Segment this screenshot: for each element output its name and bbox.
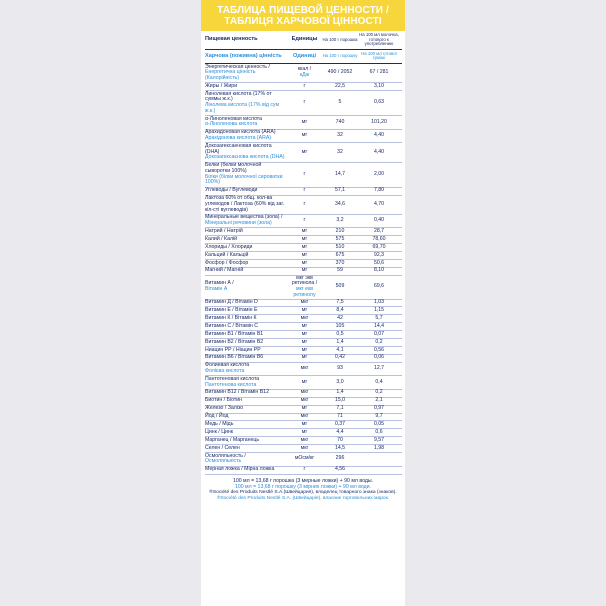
row-unit-ru: мг (301, 148, 308, 155)
row-name (205, 331, 287, 338)
row-per100ml: 0,56 (373, 346, 385, 353)
row-unit-ru: мг (301, 228, 308, 235)
row-name-ru: Жиры / Жири (205, 82, 238, 89)
row-unit (287, 261, 322, 267)
row-per100ml: 0,05 (373, 421, 385, 428)
label-header (201, 0, 405, 31)
row-unit (287, 414, 322, 420)
col-per100g-ru: На 100 г порошка (322, 36, 358, 42)
row-unit (287, 133, 322, 139)
row-name-ru: Хлориды / Хлориди (205, 243, 253, 250)
row-name-ua: Білки (білки молочної сироватки 100%) (205, 173, 283, 186)
footer-note-ua: ®Société des Produits Nestlé S.A. (Швейцарія), власник торговельних марок. (216, 495, 390, 501)
row-name (205, 252, 287, 259)
table-row (205, 323, 402, 331)
row-per100g: 296 (335, 455, 345, 462)
row-name (205, 323, 287, 330)
row-name-ru: Железо / Залізо (205, 405, 244, 412)
row-unit (287, 380, 322, 386)
row-unit-ru: г (303, 217, 306, 224)
row-unit-ru: г (303, 200, 306, 207)
row-per100ml: 4,70 (373, 200, 385, 207)
row-name-ua: Докозагексаєнова кислота (DHA) (205, 154, 285, 161)
row-per100g: 71 (337, 413, 343, 420)
row-name (205, 236, 287, 243)
row-name-ua: Фолієва кислота (205, 368, 245, 374)
row-name-ru: Арахидоновая кислота (ARA) (205, 129, 276, 136)
table-row (205, 252, 402, 260)
row-name (205, 429, 287, 436)
row-unit (287, 398, 322, 404)
row-name (205, 64, 287, 82)
col-unit-ru: Единицы (291, 36, 318, 43)
row-name-ru: Селен / Селен (205, 444, 240, 451)
row-per100g: 14,7 (334, 170, 346, 177)
row-name-ru: Ниацин PP / Ніацин PP (205, 346, 261, 353)
row-per100ml: 67 / 281 (369, 69, 389, 76)
row-per100g: 3,0 (336, 378, 344, 385)
row-unit-ru: мкг (300, 436, 309, 443)
row-unit-ru: г (303, 466, 306, 473)
row-per100ml: 0,97 (373, 405, 385, 412)
row-name (205, 347, 287, 354)
row-name-ru: Магний / Магній (205, 267, 244, 274)
row-name-ua: Енергетична цінність (Калорійність) (205, 69, 256, 81)
row-per100g: 4,4 (336, 428, 344, 435)
row-unit (287, 340, 322, 346)
row-per100ml: 78,60 (372, 235, 386, 242)
row-unit (287, 332, 322, 338)
table-row (205, 467, 402, 475)
row-per100ml: 5,7 (375, 314, 383, 321)
row-per100ml: 0,07 (373, 330, 385, 337)
col-name-ru: Пищевая ценность (205, 36, 258, 43)
row-unit-ru: г (303, 99, 306, 106)
row-per100g: 370 (335, 259, 345, 266)
row-name (205, 83, 287, 90)
row-unit (287, 218, 322, 224)
row-unit (287, 172, 322, 178)
row-unit-ru: г (303, 170, 306, 177)
row-unit-ru: мкг экв ретинола / (291, 274, 318, 287)
row-per100g: 509 (335, 283, 345, 290)
row-name-ru: Витамин А / (205, 280, 234, 287)
row-unit (287, 84, 322, 90)
row-unit-ru: мг (301, 338, 308, 345)
row-unit-ru: мкг (300, 397, 309, 404)
row-per100ml: 0,6 (375, 428, 383, 435)
row-per100ml: 2,1 (375, 397, 383, 404)
row-per100g: 70 (337, 436, 343, 443)
row-name-ru: Докозагексаеновая кислота (DHA) (205, 142, 272, 155)
row-name-ru: Витамин B12 / Вітамін B12 (205, 389, 269, 396)
row-per100ml: 1,15 (373, 307, 385, 314)
row-per100ml: 1,03 (373, 299, 385, 306)
row-name-ru: α-Линоленовая кислота (205, 115, 262, 122)
row-name (205, 467, 287, 474)
row-per100g: 0,42 (334, 354, 346, 361)
row-name-ru: Витамин К / Вітамін К (205, 314, 257, 321)
row-name-ru: Калий / Калій (205, 235, 238, 242)
row-unit (287, 202, 322, 208)
footer-line-ua: 100 мл = 13,68 г порошку (3 мірних ложки) + 90 мл води. (234, 483, 372, 490)
row-per100g: 59 (337, 267, 343, 274)
row-name-ua: α-Ліноленова кислота (205, 121, 258, 128)
table-row (205, 376, 402, 390)
row-unit-ru: мг (301, 378, 308, 385)
row-name (205, 398, 287, 405)
nutrition-label (201, 0, 405, 606)
row-name (205, 130, 287, 143)
row-name-ru: Витамин Д / Вітамін D (205, 299, 258, 306)
row-name (205, 244, 287, 251)
row-name-ru: Натрий / Натрій (205, 228, 243, 235)
row-per100ml: 0,4 (375, 378, 383, 385)
row-name (205, 414, 287, 421)
row-name (205, 421, 287, 428)
row-name-ru: Цинк / Цинк (205, 428, 234, 435)
row-unit-ru: мкг (300, 299, 309, 306)
row-unit (287, 422, 322, 428)
row-name-ru: Кальций / Кальцій (205, 251, 249, 258)
row-unit (287, 456, 322, 462)
row-per100ml: 12,7 (373, 365, 385, 372)
col-per100ml-ua: На 100 мл готової суміші (361, 50, 397, 61)
row-name-ru: Энергетическая ценность / (205, 63, 270, 70)
row-name (205, 339, 287, 346)
col-name-ua: Харчова (поживна) цінність (205, 52, 282, 59)
header-title-ru: ТАБЛИЦА ПИЩЕВОЙ ЦЕННОСТИ / (217, 5, 389, 16)
table-row (205, 64, 402, 83)
row-unit-ru: мг (301, 421, 308, 428)
row-name-ru: Углеводы / Вуглеводи (205, 187, 258, 194)
row-name (205, 390, 287, 397)
row-name (205, 91, 287, 115)
row-name (205, 196, 287, 214)
table-body (205, 64, 402, 475)
row-name-ru: Витамин B6 / Вітамін B6 (205, 354, 264, 361)
row-name (205, 445, 287, 452)
row-name-ru: Биотин / Біотин (205, 397, 243, 404)
row-per100g: 675 (335, 251, 345, 258)
row-per100g: 57,1 (334, 187, 346, 194)
col-per100ml-ru: На 100 мл молочка, готового к употреблению (359, 32, 399, 47)
footer-line-ru: 100 мл = 13,68 г порошка (3 мерные ложки) + 90 мл воды. (232, 477, 374, 484)
row-unit-ru: г (303, 82, 306, 89)
row-unit (287, 253, 322, 259)
table-row (205, 437, 402, 445)
row-unit (287, 348, 322, 354)
row-unit (287, 276, 322, 299)
row-per100g: 14,5 (334, 444, 346, 451)
row-name-ua: Пантотенова кислота (205, 381, 257, 388)
row-unit-ru: мг (301, 405, 308, 412)
row-per100g: 93 (337, 365, 343, 372)
table-row (205, 143, 402, 162)
row-per100ml: 0,06 (373, 354, 385, 361)
row-unit (287, 366, 322, 372)
row-per100g: 740 (335, 118, 345, 125)
row-name-ru: Фолиевая кислота (205, 362, 250, 369)
row-per100ml: 0,63 (373, 99, 385, 106)
row-per100ml: 69,6 (373, 283, 385, 290)
row-unit-ru: мг (301, 251, 308, 258)
row-unit (287, 67, 322, 78)
row-per100g: 42 (337, 314, 343, 321)
row-per100g: 8,4 (336, 307, 344, 314)
row-name (205, 260, 287, 267)
row-name (205, 143, 287, 161)
row-name (205, 116, 287, 129)
table-row (205, 445, 402, 453)
row-name-ru: Витамин B2 / Вітамін B2 (205, 338, 264, 345)
row-unit-ru: мг (301, 118, 308, 125)
row-per100g: 210 (335, 228, 345, 235)
row-unit (287, 229, 322, 235)
row-name (205, 355, 287, 362)
table-row (205, 83, 402, 91)
row-name (205, 188, 287, 195)
row-name (205, 376, 287, 389)
row-name (205, 300, 287, 307)
row-per100ml: 2,00 (373, 170, 385, 177)
row-unit-ru: мкг (300, 365, 309, 372)
row-per100g: 7,1 (336, 405, 344, 412)
row-name-ru: Витамин Е / Вітамін Е (205, 307, 258, 314)
table-row (205, 130, 402, 144)
row-name-ru: Марганец / Марганець (205, 436, 260, 443)
row-unit (287, 467, 322, 473)
row-name (205, 307, 287, 314)
row-per100ml: 4,40 (373, 148, 385, 155)
row-per100g: 4,56 (334, 466, 346, 473)
row-unit-ru: мг (301, 132, 308, 139)
table-header-ru (205, 31, 402, 50)
row-unit (287, 446, 322, 452)
row-unit-ru: мОсм/кг (294, 455, 315, 462)
row-unit-ru: мг (301, 307, 308, 314)
row-name-ru: Осмоляльность / (205, 452, 246, 459)
table-row (205, 116, 402, 130)
row-unit-ua: мкг екв ретинолу (293, 286, 316, 298)
table-row (205, 163, 402, 188)
row-per100g: 5 (338, 99, 342, 106)
row-per100ml: 8,10 (373, 267, 385, 274)
row-per100ml: 0,2 (375, 389, 383, 396)
footer-note-ru: ®Société des Produits Nestlé S.A.(Швейцария), владелец товарного знака (знаков). (209, 489, 397, 495)
row-name-ru: Минеральные вещества (зола) / (205, 214, 283, 221)
row-per100ml: 9,57 (373, 436, 385, 443)
table-row (205, 453, 402, 467)
row-unit-ru: мкг (300, 389, 309, 396)
row-unit-ru: мг (301, 354, 308, 361)
row-unit (287, 245, 322, 251)
row-per100ml: 3,10 (373, 82, 385, 89)
row-per100g: 4,1 (336, 346, 344, 353)
row-unit (287, 100, 322, 106)
row-per100g: 7,5 (336, 299, 344, 306)
row-name-ru: Витамин С / Вітамін С (205, 322, 258, 329)
row-unit-ru: мг (301, 243, 308, 250)
row-unit (287, 438, 322, 444)
row-per100g: 0,5 (336, 330, 344, 337)
nutrition-table (201, 31, 405, 475)
row-per100g: 3,2 (336, 217, 344, 224)
table-row (205, 196, 402, 215)
row-per100g: 575 (335, 235, 345, 242)
row-name-ru: Фосфор / Фосфор (205, 259, 249, 266)
row-per100ml: 14,4 (373, 322, 385, 329)
row-unit (287, 237, 322, 243)
row-unit (287, 390, 322, 396)
table-row (205, 244, 402, 252)
row-name (205, 437, 287, 444)
row-per100ml: 101,20 (371, 118, 387, 125)
row-per100ml: 4,40 (373, 132, 385, 139)
row-unit-ru: мг (301, 235, 308, 242)
row-name-ua: Вітамін А (205, 286, 228, 293)
row-per100g: 34,6 (334, 200, 346, 207)
row-name (205, 268, 287, 275)
row-per100ml: 69,70 (372, 243, 386, 250)
row-unit-ru: мг (301, 346, 308, 353)
row-per100g: 1,4 (336, 338, 344, 345)
row-unit-ru: г (303, 187, 306, 194)
row-name (205, 163, 287, 187)
row-unit-ru: мкг (300, 314, 309, 321)
row-per100ml: 92,3 (373, 251, 385, 258)
row-unit-ru: мг (301, 428, 308, 435)
table-row (205, 91, 402, 116)
row-name-ru: Линолевая кислота (17% от суммы ж.к.) (205, 90, 272, 103)
row-name (205, 228, 287, 235)
row-name-ru: Йод / Йод (205, 413, 229, 420)
row-name-ru: Белки (белки молочной сыворотки 100%) (205, 162, 262, 174)
row-unit-ru: мг (301, 259, 308, 266)
row-unit (287, 268, 322, 274)
row-name (205, 453, 287, 466)
row-unit (287, 406, 322, 412)
row-name-ua: Осмоляльність (205, 458, 242, 465)
row-unit (287, 308, 322, 314)
row-unit (287, 324, 322, 330)
row-per100g: 22,5 (334, 82, 346, 89)
row-unit (287, 430, 322, 436)
row-name (205, 315, 287, 322)
row-name (205, 281, 287, 294)
row-unit-ru: ккал / (297, 66, 312, 73)
row-per100ml: 9,7 (375, 413, 383, 420)
row-per100ml: 7,80 (373, 187, 385, 194)
row-name-ru: Лактоза 60% от общ. кол-ва углеводов / Лактоза (60% від заг. кіл-сті вуглеводів) (205, 195, 285, 213)
row-per100ml: 1,98 (373, 444, 385, 451)
row-name-ua: Лінолева кислота (17% від сум ж.к.) (205, 102, 280, 114)
row-per100g: 15,0 (334, 397, 346, 404)
row-unit-ua: кДж (299, 72, 310, 79)
row-name (205, 215, 287, 228)
row-name-ua: Арахідонова кислота (ARA) (205, 135, 272, 142)
row-unit (287, 120, 322, 126)
row-unit (287, 188, 322, 194)
row-per100g: 32 (337, 148, 343, 155)
table-row (205, 276, 402, 300)
table-row (205, 339, 402, 347)
col-unit-ua: Одиниці (292, 52, 316, 59)
row-per100g: 510 (335, 243, 345, 250)
row-unit (287, 300, 322, 306)
row-per100g: 490 / 2052 (327, 69, 353, 76)
row-unit-ru: мг (301, 330, 308, 337)
row-per100ml: 28,7 (373, 228, 385, 235)
row-unit-ru: мкг (300, 413, 309, 420)
label-footer (201, 475, 405, 505)
header-title-ua: ТАБЛИЦЯ ХАРЧОВОЇ ЦІННОСТІ (224, 16, 382, 27)
table-header-ua (205, 50, 402, 64)
row-name-ru: Мерная ложка / Мірна ложка (205, 466, 275, 473)
table-row (205, 331, 402, 339)
row-per100ml: 0,2 (375, 338, 383, 345)
table-row (205, 215, 402, 229)
row-per100g: 1,4 (336, 389, 344, 396)
row-unit (287, 150, 322, 156)
row-name (205, 363, 287, 376)
row-name-ru: Медь / Мідь (205, 421, 234, 428)
row-per100ml: 0,40 (373, 217, 385, 224)
row-name-ru: Пантотеновая кислота (205, 375, 260, 382)
row-unit-ru: мг (301, 267, 308, 274)
row-per100g: 32 (337, 132, 343, 139)
row-per100g: 0,37 (334, 421, 346, 428)
row-per100g: 105 (335, 322, 345, 329)
row-name-ru: Витамин B1 / Вітамін B1 (205, 330, 264, 337)
row-per100ml: 50,6 (373, 259, 385, 266)
row-name (205, 406, 287, 413)
row-unit-ru: мг (301, 322, 308, 329)
row-unit-ru: мкг (300, 444, 309, 451)
row-unit (287, 316, 322, 322)
col-per100g-ua: На 100 г порошку (322, 53, 358, 59)
row-unit (287, 355, 322, 361)
row-name-ua: Мінеральні речовини (зола) (205, 220, 272, 227)
table-row (205, 363, 402, 377)
